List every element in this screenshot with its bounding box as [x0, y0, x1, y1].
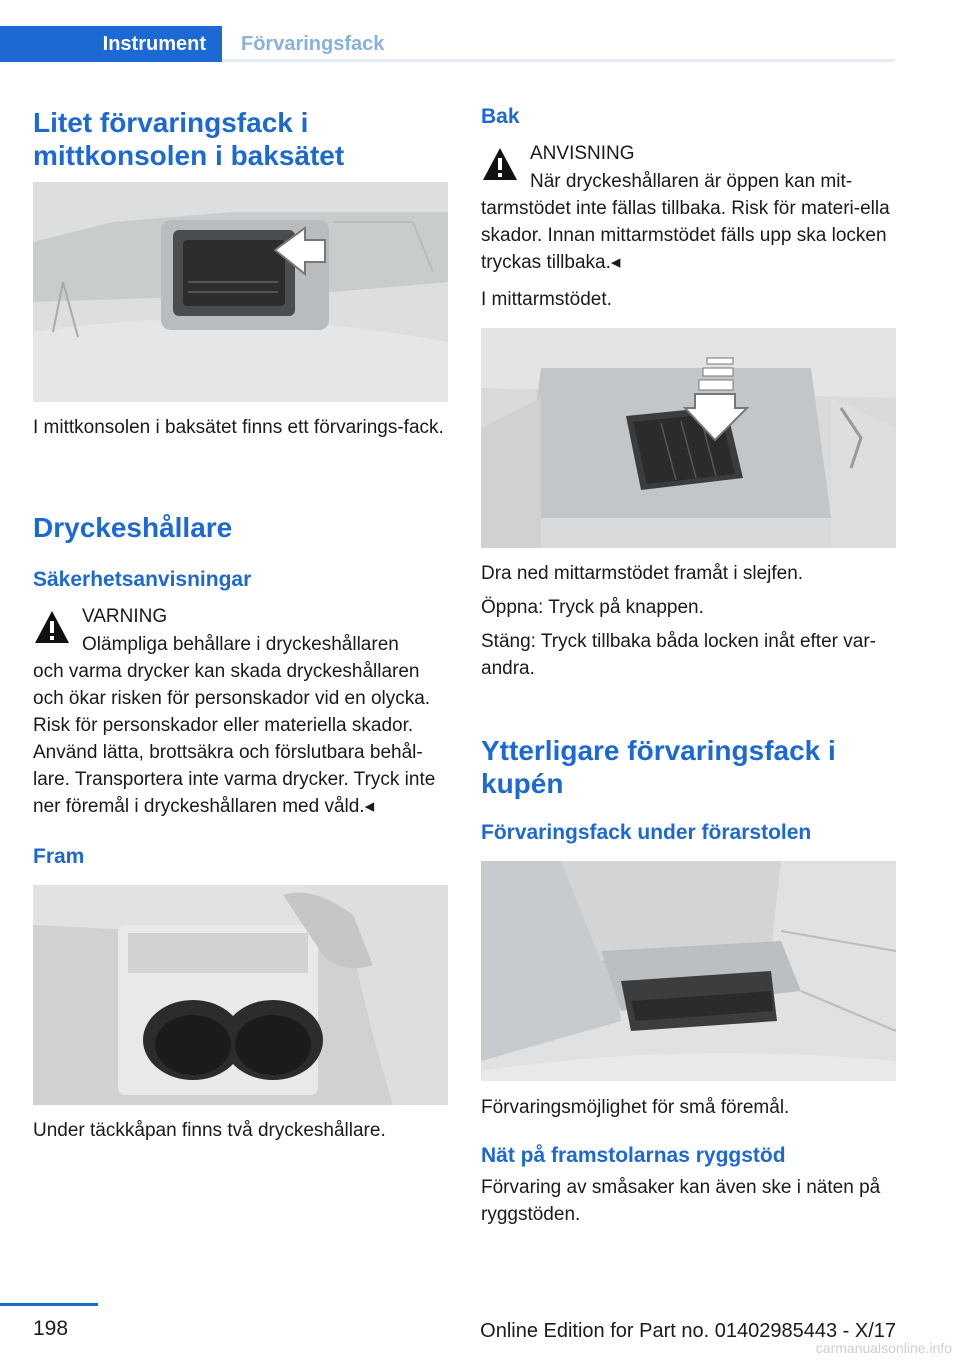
text-pull-armrest: Dra ned mittarmstödet framåt i slejfen. [481, 563, 804, 584]
image-under-seat-storage [481, 861, 896, 1081]
text-console-storage: I mittkonsolen i baksätet finns ett förvarings-fack. [33, 417, 444, 438]
tab-forvaringsfack[interactable]: Förvaringsfack [241, 33, 385, 55]
text-front-cupholders: Under täckkåpan finns två dryckeshållare. [33, 1120, 386, 1141]
image-front-cupholders [33, 885, 448, 1105]
warning-text: och varma drycker kan skada dryckeshållaren och ökar risken för personskador vid en olycka. Risk för personskador eller materiella skador. Använd lätta, brottsäkra och förslutbara behål-lare. Transportera inte varma drycker. Tryck inte ner föremål i dryckeshållaren med våld.◂ [33, 661, 436, 817]
heading-cupholders: Dryckeshållare [33, 512, 233, 543]
text-close: Stäng: Tryck tillbaka båda locken inåt efter var-andra. [481, 631, 876, 679]
rear-console-illustration [33, 182, 448, 402]
page-number: 198 [33, 1317, 69, 1340]
warning-label: VARNING [82, 606, 168, 627]
tab-instrument[interactable]: Instrument [0, 26, 222, 62]
text-under-seat: Förvaringsmöjlighet för små föremål. [481, 1097, 790, 1118]
heading-under-seat: Förvaringsfack under förarstolen [481, 821, 812, 844]
image-rear-armrest-cupholder [481, 328, 896, 548]
warning-icon [33, 609, 71, 645]
heading-more-storage: Ytterligare förvaringsfack i kupén [481, 735, 836, 799]
armrest-illustration [481, 328, 896, 548]
header-tabs [0, 26, 895, 62]
front-cupholder-illustration [33, 885, 448, 1105]
under-seat-illustration [481, 861, 896, 1081]
notice-text: tarmstödet inte fällas tillbaka. Risk för materi-ella skador. Innan mittarmstödet fälls upp ska locken tryckas tillbaka.◂ [481, 198, 890, 273]
edition-text: Online Edition for Part no. 01402985443 - X/17 [480, 1320, 896, 1342]
image-rear-console-storage [33, 182, 448, 402]
text-open: Öppna: Tryck på knappen. [481, 597, 704, 618]
warning-text-first-line: Olämpliga behållare i dryckeshållaren [82, 634, 399, 655]
heading-front: Fram [33, 845, 85, 868]
notice-label: ANVISNING [530, 143, 635, 164]
text-armrest: I mittarmstödet. [481, 289, 612, 310]
text-seat-back-net: Förvaring av småsaker kan även ske i näten på ryggstöden. [481, 1177, 881, 1225]
watermark: carmanualsonline.info [815, 1340, 952, 1356]
heading-console-storage: Litet förvaringsfack i mittkonsolen i baksätet [33, 107, 345, 171]
footer-accent-bar [0, 1303, 98, 1306]
notice-icon [481, 146, 519, 182]
heading-rear: Bak [481, 105, 520, 128]
notice-text-first-line: När dryckeshållaren är öppen kan mit- [530, 171, 853, 192]
heading-seat-back-net: Nät på framstolarnas ryggstöd [481, 1144, 786, 1167]
heading-safety: Säkerhetsanvisningar [33, 568, 252, 591]
